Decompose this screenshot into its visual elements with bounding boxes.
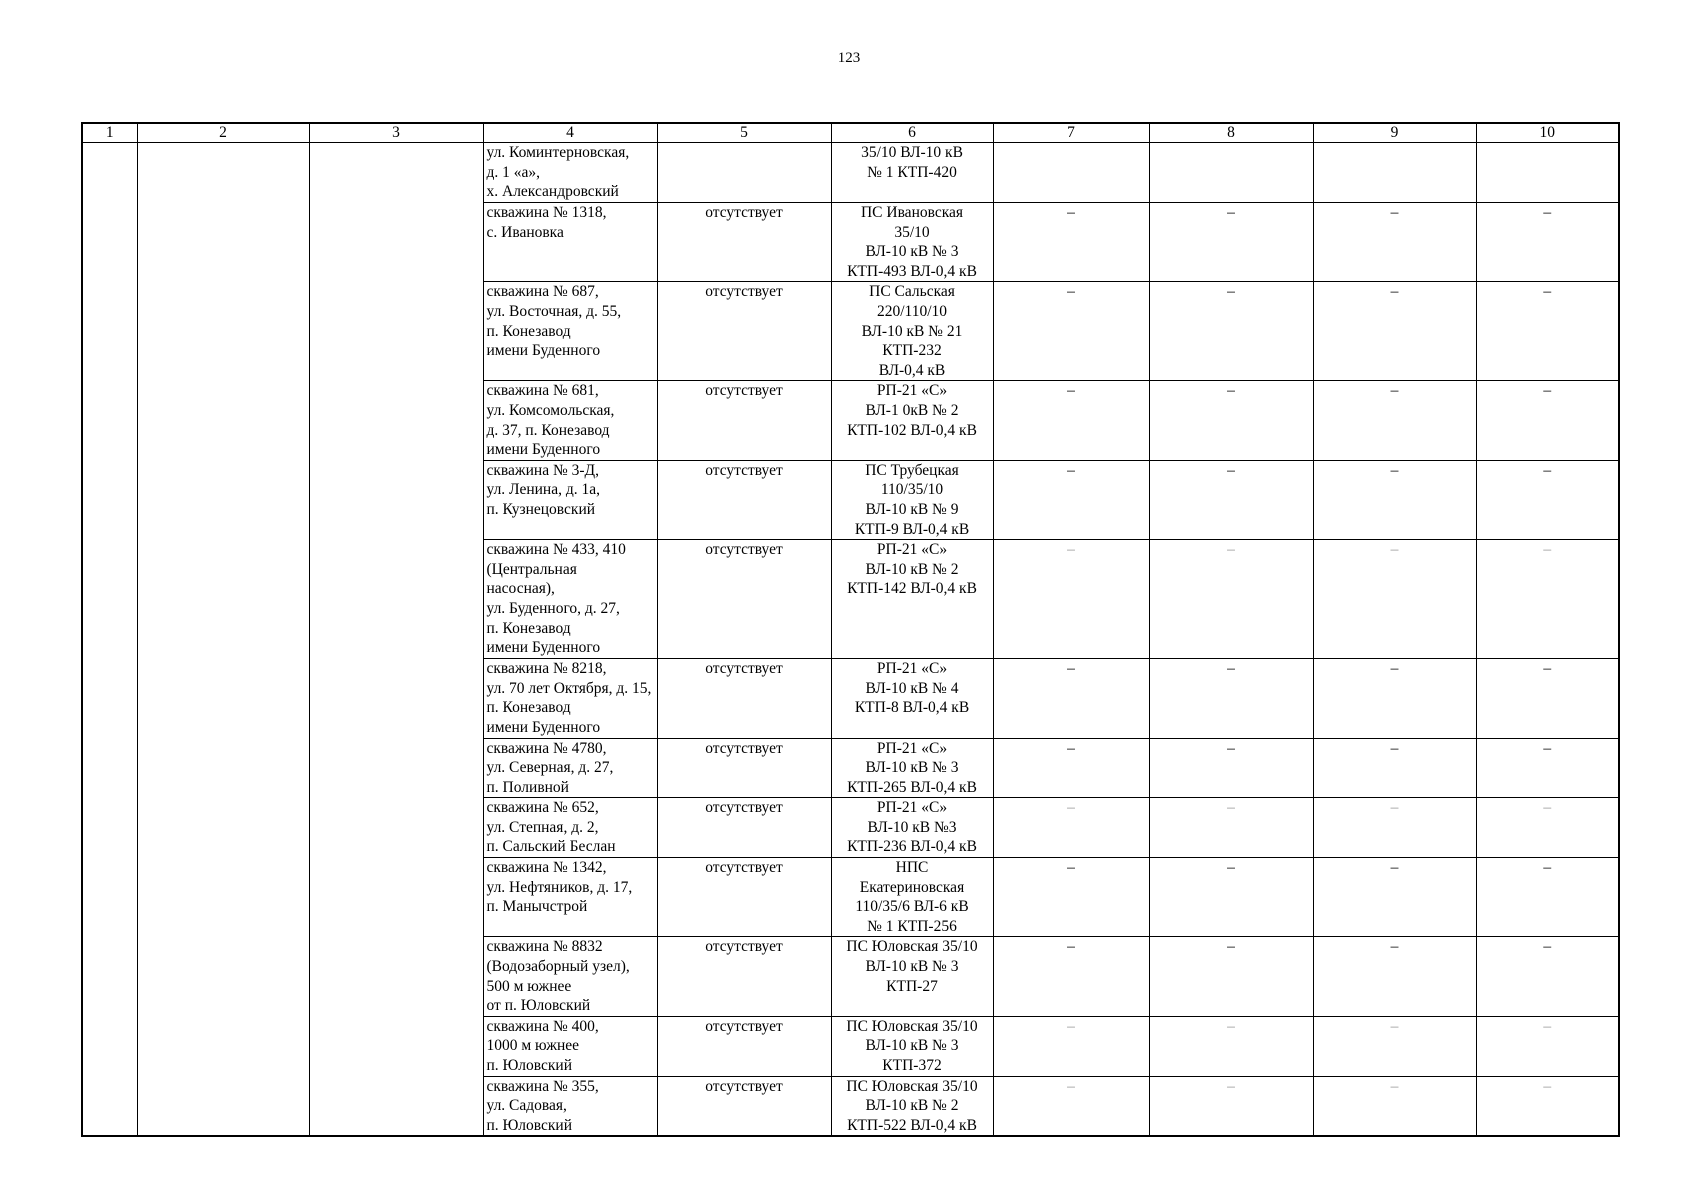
value-cell-col9	[1313, 1016, 1476, 1076]
power-source-line: НПС	[895, 859, 929, 877]
dash-value: –	[1067, 461, 1075, 479]
value-cell-col10	[1476, 798, 1619, 858]
status-cell: отсутствует	[657, 858, 831, 937]
value-cell-col9	[1313, 937, 1476, 1016]
power-source-line: № 1 КТП-256	[867, 917, 957, 935]
address-line: скважина № 3-Д,	[486, 461, 599, 479]
power-source-line: КТП-372	[882, 1057, 942, 1074]
value-cell-col10	[1476, 1076, 1619, 1136]
power-source-cell	[831, 460, 993, 539]
value-cell-col7	[993, 460, 1149, 539]
address-line: п. Конезавод	[486, 699, 571, 717]
value-cell-col9	[1313, 460, 1476, 539]
dash-value: –	[1390, 799, 1399, 817]
power-source-line: 110/35/6 ВЛ-6 кВ	[855, 898, 969, 916]
value-cell-col7	[993, 937, 1149, 1016]
address-line: ул. Коминтерновская,	[486, 144, 630, 161]
power-source-cell	[831, 798, 993, 858]
dash-value: –	[1067, 204, 1075, 221]
col1-cell	[82, 143, 137, 1137]
status-cell: отсутствует	[657, 937, 831, 1016]
power-source-line: № 1 КТП-420	[867, 163, 957, 181]
value-cell-col7	[993, 659, 1149, 738]
value-cell-col8	[1149, 143, 1313, 203]
value-cell-col7	[993, 738, 1149, 798]
dash-value: –	[1067, 938, 1075, 956]
value-cell-col8	[1149, 282, 1313, 381]
power-source-line: ВЛ-10 кВ № 3	[865, 243, 959, 261]
dash-value: –	[1067, 283, 1075, 301]
dash-value: –	[1543, 461, 1552, 479]
power-source-line: КТП-27	[886, 977, 938, 995]
power-source-line: ВЛ-10 кВ № 9	[865, 500, 959, 518]
dash-value: –	[1067, 541, 1075, 559]
power-source-line: ПС Юловская 35/10	[846, 938, 978, 956]
power-source-cell	[831, 738, 993, 798]
value-cell-col9	[1313, 798, 1476, 858]
dash-value: –	[1227, 938, 1235, 956]
status-cell: отсутствует	[657, 540, 831, 659]
column-header: 5	[657, 123, 831, 143]
address-line: ул. Нефтяников, д. 17,	[486, 878, 633, 896]
dash-value: –	[1227, 660, 1235, 678]
status-cell: отсутствует	[657, 1016, 831, 1076]
address-line: скважина № 8218,	[486, 660, 607, 678]
value-cell-col7	[993, 1016, 1149, 1076]
dash-value: –	[1227, 1077, 1235, 1095]
address-cell	[483, 282, 657, 381]
address-cell	[483, 798, 657, 858]
status-cell: отсутствует	[657, 798, 831, 858]
dash-value: –	[1227, 739, 1235, 757]
dash-value: –	[1390, 204, 1399, 221]
value-cell-col7	[993, 381, 1149, 460]
value-cell-col8	[1149, 858, 1313, 937]
power-source-line: ВЛ-10 кВ №3	[867, 818, 957, 836]
dash-value: –	[1543, 739, 1552, 757]
address-line: скважина № 1318,	[486, 204, 607, 221]
dash-value: –	[1543, 541, 1552, 559]
dash-value: –	[1227, 799, 1235, 817]
power-source-line: КТП-102 ВЛ-0,4 кВ	[847, 421, 977, 439]
address-cell	[483, 460, 657, 539]
dash-value: –	[1067, 1017, 1075, 1035]
address-line: с. Ивановка	[486, 223, 564, 241]
status-cell: отсутствует	[657, 738, 831, 798]
dash-value: –	[1067, 660, 1075, 678]
address-line: ул. Ленина, д. 1а,	[486, 481, 600, 499]
value-cell-col7	[993, 540, 1149, 659]
power-source-line: КТП-232	[882, 342, 942, 360]
address-line: скважина № 433, 410	[486, 541, 626, 559]
status-cell: отсутствует	[657, 282, 831, 381]
address-line: скважина № 355,	[486, 1077, 599, 1095]
power-source-line: 220/110/10	[876, 302, 948, 320]
power-source-cell	[831, 540, 993, 659]
power-source-line: КТП-9 ВЛ-0,4 кВ	[854, 520, 970, 538]
status-cell: отсутствует	[657, 381, 831, 460]
value-cell-col7	[993, 798, 1149, 858]
power-source-cell	[831, 937, 993, 1016]
address-cell	[483, 143, 657, 203]
address-line: п. Конезавод	[486, 619, 571, 637]
power-source-line: ВЛ-0,4 кВ	[878, 361, 946, 379]
value-cell-col9	[1313, 203, 1476, 282]
power-source-cell	[831, 143, 993, 203]
power-source-line: РП-21 «С»	[876, 660, 948, 678]
dash-value: –	[1390, 739, 1399, 757]
value-cell-col10	[1476, 203, 1619, 282]
value-cell-col8	[1149, 798, 1313, 858]
value-cell-col10	[1476, 381, 1619, 460]
address-cell	[483, 659, 657, 738]
address-cell	[483, 540, 657, 659]
power-source-line: ПС Трубецкая	[865, 461, 959, 479]
column-header: 3	[309, 123, 483, 143]
page-number: 123	[837, 50, 861, 66]
dash-value: –	[1390, 283, 1399, 301]
power-source-line: 110/35/10	[880, 481, 944, 499]
value-cell-col9	[1313, 143, 1476, 203]
dash-value: –	[1390, 859, 1399, 877]
address-line: п. Кузнецовский	[486, 500, 596, 518]
power-source-cell	[831, 858, 993, 937]
address-line: ул. Садовая,	[486, 1097, 567, 1115]
column-header: 8	[1149, 123, 1313, 143]
power-source-cell	[831, 381, 993, 460]
address-line: имени Буденного	[486, 639, 601, 657]
dash-value: –	[1390, 382, 1399, 400]
address-line: скважина № 400,	[486, 1017, 599, 1035]
dash-value: –	[1543, 1077, 1552, 1095]
status-cell: отсутствует	[657, 460, 831, 539]
column-header: 6	[831, 123, 993, 143]
dash-value: –	[1390, 660, 1399, 678]
power-source-cell	[831, 659, 993, 738]
value-cell-col7	[993, 282, 1149, 381]
power-source-line: КТП-522 ВЛ-0,4 кВ	[847, 1116, 977, 1134]
address-line: имени Буденного	[486, 441, 601, 459]
column-header: 1	[82, 123, 137, 143]
dash-value: –	[1227, 283, 1235, 301]
address-line: скважина № 687,	[486, 283, 599, 301]
power-source-line: КТП-493 ВЛ-0,4 кВ	[847, 262, 977, 280]
column-header: 2	[137, 123, 309, 143]
address-line: п. Юловский	[486, 1057, 572, 1074]
dash-value: –	[1390, 541, 1399, 559]
value-cell-col7	[993, 858, 1149, 937]
address-line: от п. Юловский	[486, 997, 591, 1015]
power-source-cell	[831, 1016, 993, 1076]
col2-cell	[137, 143, 309, 1137]
value-cell-col10	[1476, 659, 1619, 738]
address-line: ул. Буденного, д. 27,	[486, 599, 620, 617]
address-line: п. Сальский Беслан	[486, 838, 616, 856]
address-cell	[483, 738, 657, 798]
dash-value: –	[1390, 1017, 1399, 1035]
dash-value: –	[1390, 1077, 1399, 1095]
dash-value: –	[1543, 283, 1552, 301]
dash-value: –	[1543, 938, 1552, 956]
value-cell-col8	[1149, 738, 1313, 798]
dash-value: –	[1543, 859, 1552, 877]
column-header: 7	[993, 123, 1149, 143]
address-cell	[483, 381, 657, 460]
value-cell-col10	[1476, 738, 1619, 798]
dash-value: –	[1067, 799, 1075, 817]
dash-value: –	[1067, 739, 1075, 757]
power-source-line: ВЛ-10 кВ № 3	[865, 1037, 959, 1055]
address-line: скважина № 652,	[486, 799, 599, 817]
value-cell-col8	[1149, 1076, 1313, 1136]
address-line: ул. Восточная, д. 55,	[486, 302, 622, 320]
power-source-line: РП-21 «С»	[876, 382, 948, 400]
value-cell-col8	[1149, 203, 1313, 282]
data-table	[81, 122, 1620, 1137]
address-line: 500 м южнее	[486, 977, 572, 995]
power-source-line: 35/10	[894, 223, 930, 241]
address-line: п. Поливной	[486, 778, 569, 796]
dash-value: –	[1543, 1017, 1552, 1035]
status-cell: отсутствует	[657, 1076, 831, 1136]
dash-value: –	[1227, 859, 1235, 877]
power-source-line: РП-21 «С»	[876, 541, 948, 559]
address-line: имени Буденного	[486, 718, 601, 736]
dash-value: –	[1227, 382, 1235, 400]
power-source-line: ВЛ-10 кВ № 21	[861, 322, 963, 340]
dash-value: –	[1543, 204, 1552, 221]
value-cell-col8	[1149, 460, 1313, 539]
address-line: ул. 70 лет Октября, д. 15,	[486, 679, 652, 697]
value-cell-col9	[1313, 659, 1476, 738]
column-header: 10	[1476, 123, 1619, 143]
dash-value: –	[1227, 1017, 1235, 1035]
power-source-line: КТП-236 ВЛ-0,4 кВ	[847, 838, 977, 856]
power-source-line: ВЛ-10 кВ № 2	[865, 560, 959, 578]
dash-value: –	[1227, 541, 1235, 559]
address-line: ул. Степная, д. 2,	[486, 818, 599, 836]
dash-value: –	[1067, 859, 1075, 877]
power-source-line: ПС Сальская	[869, 283, 955, 301]
address-line: 1000 м южнее	[486, 1037, 580, 1055]
value-cell-col10	[1476, 858, 1619, 937]
value-cell-col8	[1149, 659, 1313, 738]
power-source-cell	[831, 1076, 993, 1136]
address-line: скважина № 681,	[486, 382, 599, 400]
status-cell	[657, 143, 831, 203]
value-cell-col10	[1476, 540, 1619, 659]
power-source-line: РП-21 «С»	[876, 739, 948, 757]
address-line: ул. Комсомольская,	[486, 401, 615, 419]
address-line: (Центральная	[486, 560, 577, 578]
address-line: п. Юловский	[486, 1116, 572, 1134]
status-cell: отсутствует	[657, 203, 831, 282]
power-source-line: ВЛ-10 кВ № 3	[865, 759, 959, 777]
value-cell-col10	[1476, 282, 1619, 381]
status-cell: отсутствует	[657, 659, 831, 738]
power-source-line: ПС Юловская 35/10	[846, 1077, 978, 1095]
power-source-line: ПС Юловская 35/10	[846, 1017, 978, 1035]
value-cell-col8	[1149, 937, 1313, 1016]
dash-value: –	[1543, 799, 1552, 817]
address-line: скважина № 4780,	[486, 739, 607, 757]
power-source-line: 35/10 ВЛ-10 кВ	[861, 144, 963, 161]
address-line: д. 37, п. Конезавод	[486, 421, 610, 439]
address-line: ул. Северная, д. 27,	[486, 759, 614, 777]
value-cell-col7	[993, 143, 1149, 203]
power-source-line: Екатериновская	[859, 878, 965, 896]
power-source-line: ВЛ-10 кВ № 2	[865, 1097, 959, 1115]
dash-value: –	[1390, 461, 1399, 479]
address-line: скважина № 1342,	[486, 859, 607, 877]
value-cell-col7	[993, 1076, 1149, 1136]
address-line: насосная),	[486, 580, 555, 598]
value-cell-col10	[1476, 460, 1619, 539]
value-cell-col8	[1149, 381, 1313, 460]
address-cell	[483, 203, 657, 282]
value-cell-col7	[993, 203, 1149, 282]
table-row	[82, 143, 1619, 203]
value-cell-col10	[1476, 1016, 1619, 1076]
power-source-line: КТП-142 ВЛ-0,4 кВ	[847, 580, 977, 598]
value-cell-col8	[1149, 1016, 1313, 1076]
address-line: д. 1 «а»,	[486, 163, 541, 181]
power-source-line: ВЛ-1 0кВ № 2	[865, 401, 959, 419]
value-cell-col9	[1313, 738, 1476, 798]
column-header: 9	[1313, 123, 1476, 143]
power-source-line: ВЛ-10 кВ № 4	[865, 679, 959, 697]
address-line: х. Александровский	[486, 183, 619, 201]
column-header: 4	[483, 123, 657, 143]
header-row	[82, 123, 1619, 143]
dash-value: –	[1390, 938, 1399, 956]
value-cell-col10	[1476, 937, 1619, 1016]
value-cell-col9	[1313, 858, 1476, 937]
value-cell-col8	[1149, 540, 1313, 659]
value-cell-col9	[1313, 381, 1476, 460]
address-line: скважина № 8832	[486, 938, 603, 956]
power-source-line: КТП-265 ВЛ-0,4 кВ	[847, 778, 977, 796]
power-source-cell	[831, 203, 993, 282]
power-source-line: ПС Ивановская	[860, 204, 964, 221]
dash-value: –	[1227, 204, 1235, 221]
address-line: имени Буденного	[486, 342, 601, 360]
address-line: п. Манычстрой	[486, 898, 588, 916]
col3-cell	[309, 143, 483, 1137]
dash-value: –	[1227, 461, 1235, 479]
value-cell-col9	[1313, 1076, 1476, 1136]
address-cell	[483, 858, 657, 937]
power-source-line: ВЛ-10 кВ № 3	[865, 958, 959, 976]
value-cell-col9	[1313, 282, 1476, 381]
value-cell-col9	[1313, 540, 1476, 659]
dash-value: –	[1543, 660, 1552, 678]
power-source-line: РП-21 «С»	[876, 799, 948, 817]
value-cell-col10	[1476, 143, 1619, 203]
address-line: (Водозаборный узел),	[486, 958, 630, 976]
dash-value: –	[1067, 1077, 1075, 1095]
address-cell	[483, 937, 657, 1016]
address-cell	[483, 1016, 657, 1076]
dash-value: –	[1543, 382, 1552, 400]
dash-value: –	[1067, 382, 1075, 400]
power-source-cell	[831, 282, 993, 381]
address-line: п. Конезавод	[486, 322, 571, 340]
power-source-line: КТП-8 ВЛ-0,4 кВ	[854, 699, 970, 717]
address-cell	[483, 1076, 657, 1136]
